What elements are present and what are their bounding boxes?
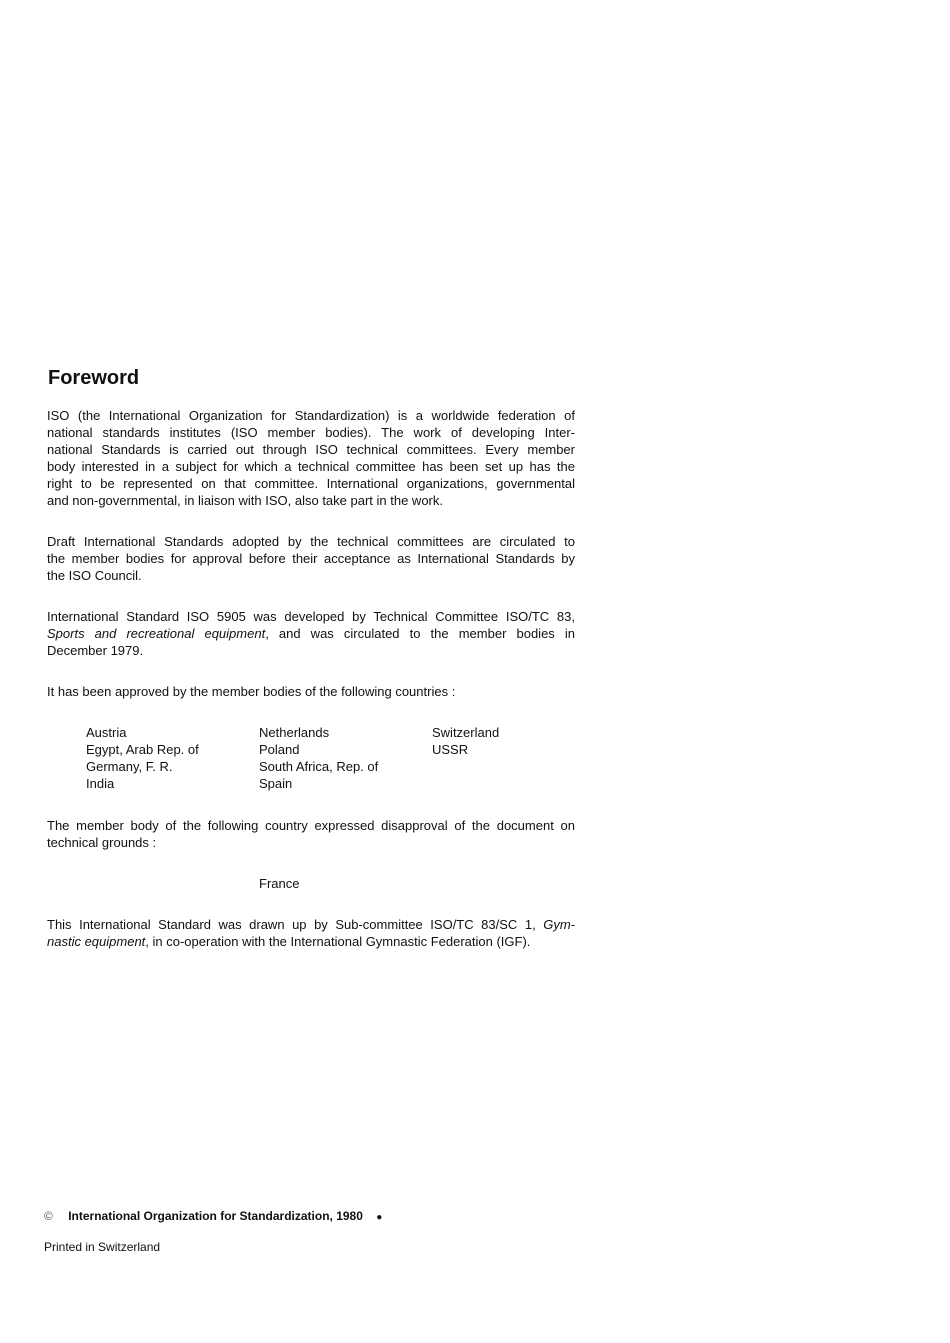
country: Austria bbox=[86, 725, 127, 740]
text-line: right to be represented on that committee. International organizations, governmental bbox=[47, 476, 575, 491]
country: Germany, F. R. bbox=[86, 759, 173, 774]
paragraph-draft-standards bbox=[47, 533, 575, 584]
bullet-icon: ● bbox=[376, 1212, 383, 1223]
paragraph-development bbox=[47, 608, 575, 659]
text-line bbox=[47, 916, 575, 933]
country: Spain bbox=[259, 776, 293, 791]
text-line: body interested in a subject for which a technical committee has been set up has the bbox=[47, 459, 575, 474]
copyright-line bbox=[44, 1208, 382, 1226]
paragraph-drawn-up bbox=[47, 916, 575, 950]
text-line: national Standards is carried out through ISO technical committees. Every member bbox=[47, 442, 575, 457]
country: South Africa, Rep. of bbox=[259, 759, 379, 774]
country: Switzerland bbox=[432, 725, 500, 740]
text-line: the member bodies for approval before their acceptance as International Standards by bbox=[47, 551, 575, 566]
text-line: national standards institutes (ISO member bodies). The work of developing Inter- bbox=[47, 425, 575, 440]
country: Poland bbox=[259, 742, 300, 757]
country: Netherlands bbox=[259, 725, 330, 740]
text-line: December 1979. bbox=[47, 643, 144, 658]
text-line: Draft International Standards adopted by the technical committees are circulated to bbox=[47, 534, 575, 549]
paragraph-disapproval bbox=[47, 817, 575, 851]
countries-column-1 bbox=[86, 724, 199, 792]
text-line: ISO (the International Organization for Standardization) is a worldwide federation of bbox=[47, 408, 575, 423]
page-title: Foreword bbox=[48, 367, 140, 389]
text-line: It has been approved by the member bodies of the following countries : bbox=[47, 684, 456, 699]
copyright-icon: © bbox=[44, 1209, 53, 1223]
text-line bbox=[47, 933, 575, 950]
subcommittee-name: Gym- bbox=[543, 917, 575, 932]
printed-in: Printed in Switzerland bbox=[44, 1240, 161, 1254]
country: Egypt, Arab Rep. of bbox=[86, 742, 199, 757]
text-line: technical grounds : bbox=[47, 835, 157, 850]
text-line: the ISO Council. bbox=[47, 568, 142, 583]
text-line: and non-governmental, in liaison with ISO, also take part in the work. bbox=[47, 493, 443, 508]
text-line: International Standard ISO 5905 was developed by Technical Committee ISO/TC 83, bbox=[47, 609, 575, 624]
disapproving-country: France bbox=[259, 876, 300, 891]
text-fragment: , and was circulated to the member bodies in bbox=[265, 626, 576, 641]
copyright-text: International Organization for Standardization, 1980 bbox=[68, 1209, 363, 1223]
paragraph-approval-intro bbox=[47, 683, 575, 700]
text-line bbox=[47, 625, 575, 642]
countries-column-3 bbox=[432, 724, 499, 758]
paragraph-iso-intro bbox=[47, 407, 575, 509]
country: USSR bbox=[432, 742, 469, 757]
countries-column-2 bbox=[259, 724, 378, 792]
committee-name: Sports and recreational equipment bbox=[47, 626, 266, 641]
text-fragment: , in co-operation with the International Gymnastic Federation (IGF). bbox=[145, 934, 531, 949]
country: India bbox=[86, 776, 115, 791]
text-line: The member body of the following country expressed disapproval of the document on bbox=[47, 818, 575, 833]
text-fragment: This International Standard was drawn up by Sub-committee ISO/TC 83/SC 1, bbox=[47, 917, 544, 932]
subcommittee-name: nastic equipment bbox=[47, 934, 146, 949]
